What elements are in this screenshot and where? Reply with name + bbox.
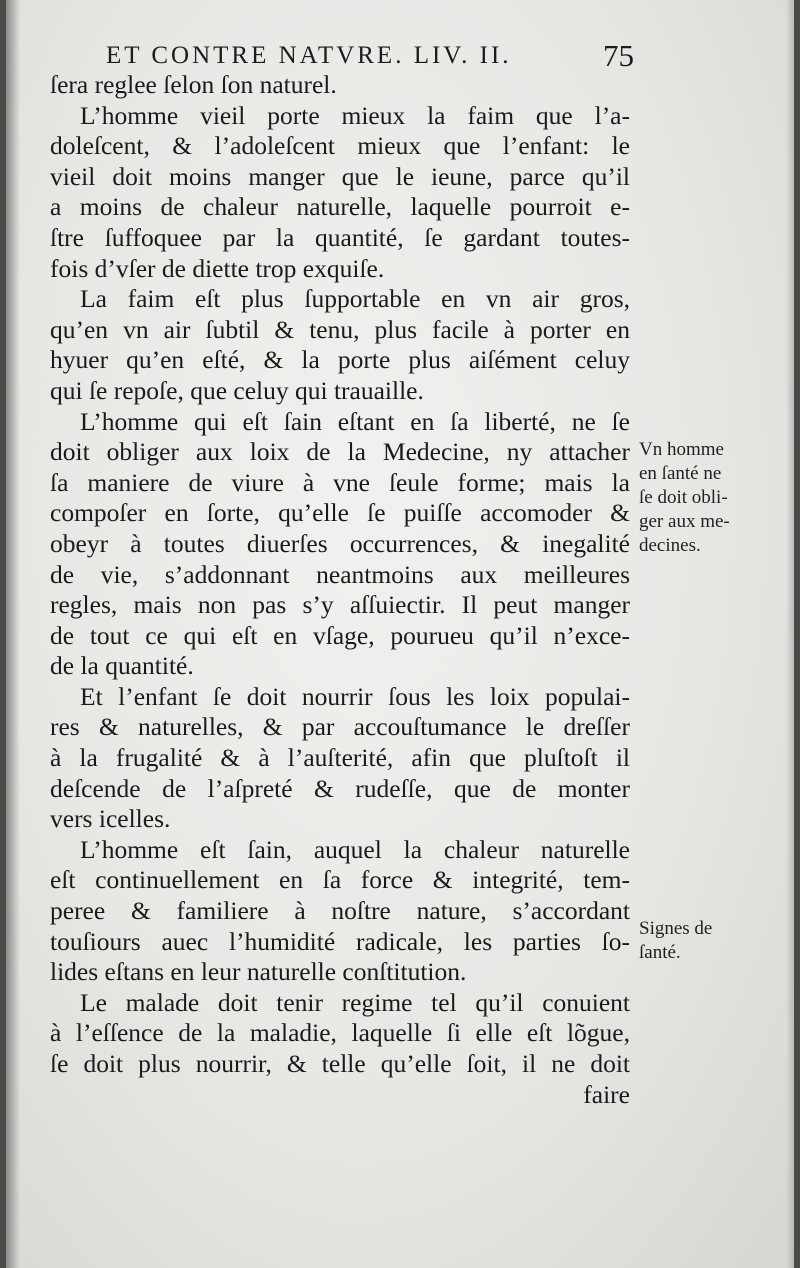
text-line: ſera reglee ſelon ſon naturel. xyxy=(50,70,337,99)
page-header xyxy=(106,38,634,74)
page-edge xyxy=(786,0,794,1268)
text-line: doit obliger aux loix de la Medecine, ny attacher xyxy=(50,437,630,467)
text-line: fois d’vſer de diette trop exquiſe. xyxy=(50,253,385,283)
page-number: 75 xyxy=(603,38,634,73)
margin-note-line: Vn homme xyxy=(639,439,724,460)
text-line: a moins de chaleur naturelle, laquelle pourroit e- xyxy=(50,192,630,222)
text-line: vers icelles. xyxy=(50,804,171,834)
margin-note-line: ſanté. xyxy=(639,942,681,963)
margin-note-line: en ſanté ne xyxy=(639,463,722,484)
margin-note-healthy-man xyxy=(639,438,789,558)
margin-note-line: Signes de xyxy=(639,918,713,939)
text-line: L’homme qui eſt ſain eſtant en ſa liberté, ne ſe xyxy=(80,406,630,436)
text-line: touſiours auec l’humidité radicale, les parties ſo- xyxy=(50,926,630,956)
text-line: Et l’enfant ſe doit nourrir ſous les loix populai- xyxy=(80,681,630,711)
margin-note-signs-of-health xyxy=(639,917,789,965)
text-line: à la frugalité & à l’auſterité, afin que pluſtoſt il xyxy=(50,743,630,773)
text-line: regles, mais non pas s’y aſſuiectir. Il peut manger xyxy=(50,590,630,620)
gutter-shadow xyxy=(6,0,20,1268)
text-line: qui ſe repoſe, que celuy qui trauaille. xyxy=(50,375,424,405)
text-line: ſtre ſuffoquee par la quantité, ſe gardant toutes- xyxy=(50,222,630,252)
text-line: doleſcent, & l’adoleſcent mieux que l’enfant: le xyxy=(50,131,630,161)
margin-note-line: decines. xyxy=(639,535,701,556)
text-line: de la quantité. xyxy=(50,651,194,681)
text-line: de vie, s’addonnant neantmoins aux meilleures xyxy=(50,559,630,589)
margin-note-line: ſe doit obli- xyxy=(639,487,728,508)
text-line: de tout ce qui eſt en vſage, pourueu qu’il n’exce- xyxy=(50,620,630,650)
text-line: L’homme vieil porte mieux la faim que l’a- xyxy=(80,100,630,130)
text-line: Le malade doit tenir regime tel qu’il conuient xyxy=(80,987,630,1017)
main-text-block xyxy=(50,70,630,1110)
text-line: res & naturelles, & par accouſtumance le dreſſer xyxy=(50,712,630,742)
running-head: ET CONTRE NATVRE. LIV. II. xyxy=(106,42,512,69)
margin-note-line: ger aux me- xyxy=(639,511,730,532)
text-line: hyuer qu’en eſté, & la porte plus aiſément celuy xyxy=(50,345,630,375)
text-line: ſe doit plus nourrir, & telle qu’elle ſoit, il ne doit xyxy=(50,1049,630,1078)
text-line: qu’en vn air ſubtil & tenu, plus facile à porter en xyxy=(50,314,630,344)
text-line: à l’eſſence de la maladie, laquelle ſi elle eſt lõgue, xyxy=(50,1018,630,1048)
text-line: peree & familiere à noſtre nature, s’accordant xyxy=(50,896,630,926)
catchword: faire xyxy=(583,1079,630,1109)
text-line: ſa maniere de viure à vne ſeule forme; mais la xyxy=(50,467,630,497)
book-page xyxy=(6,0,794,1268)
text-line: eſt continuellement en ſa force & integrité, tem- xyxy=(50,865,630,895)
text-line: La faim eſt plus ſupportable en vn air gros, xyxy=(80,284,630,314)
text-line: vieil doit moins manger que le ieune, parce qu’il xyxy=(50,161,630,191)
text-line: lides eſtans en leur naturelle conſtitution. xyxy=(50,957,467,987)
text-line: L’homme eſt ſain, auquel la chaleur naturelle xyxy=(80,834,630,864)
text-line: obeyr à toutes diuerſes occurrences, & inegalité xyxy=(50,528,630,558)
text-line: compoſer en ſorte, qu’elle ſe puiſſe accomoder & xyxy=(50,498,630,528)
text-line: deſcende de l’aſpreté & rudeſſe, que de monter xyxy=(50,773,630,803)
